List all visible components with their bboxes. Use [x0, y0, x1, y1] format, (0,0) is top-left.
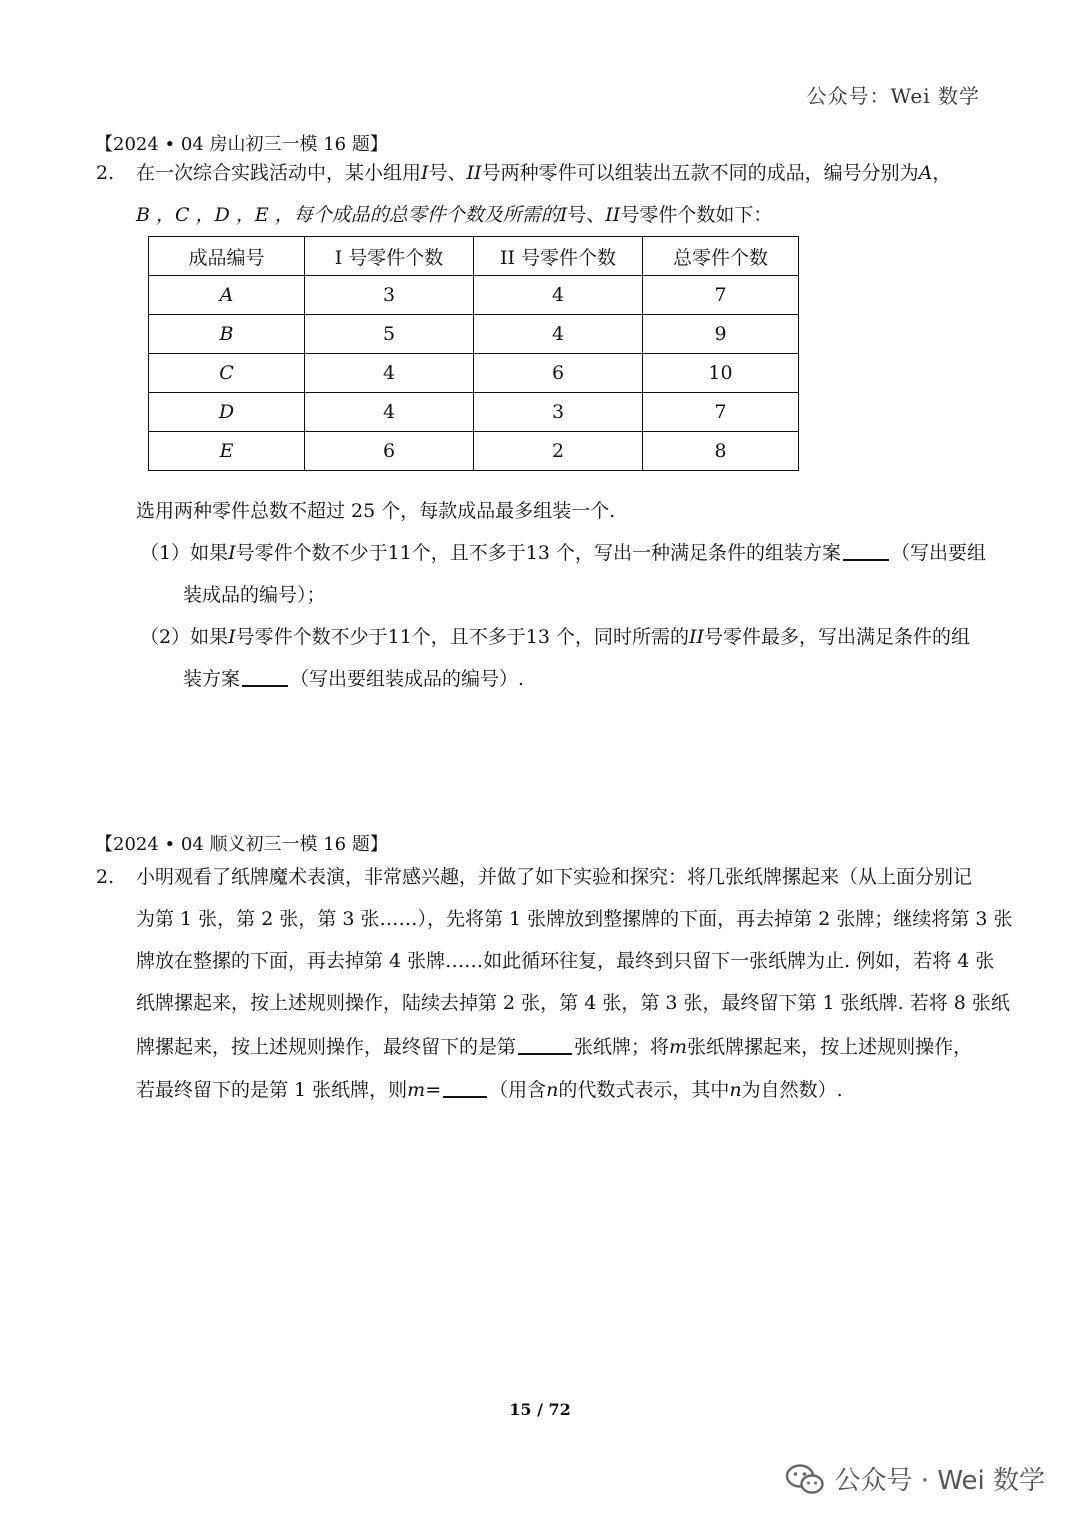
table-header: II 号零件个数 — [474, 237, 643, 276]
parts-table — [148, 236, 799, 471]
table-header: 成品编号 — [149, 237, 305, 276]
watermark-text: 公众号 · Wei 数学 — [834, 1466, 1045, 1496]
table-cell: 3 — [305, 276, 474, 315]
table-header: 总零件个数 — [643, 237, 799, 276]
table-cell: B — [149, 315, 305, 354]
table-cell: 2 — [474, 432, 643, 471]
answer-blank[interactable] — [843, 541, 889, 561]
table-cell: 7 — [643, 276, 799, 315]
table-header: I 号零件个数 — [305, 237, 474, 276]
table-row — [149, 393, 799, 432]
page-header: 公众号：Wei 数学 — [806, 84, 980, 108]
q2-line3: 牌放在整摞的下面，再去掉第 4 张牌……如此循环往复，最终到只留下一张纸牌为止. 例如，若将 4 张 — [136, 950, 995, 972]
table-header-row — [149, 237, 799, 276]
answer-blank[interactable] — [242, 667, 288, 687]
table-cell: 7 — [643, 393, 799, 432]
q2-line4: 纸牌摞起来，按上述规则操作，陆续去掉第 2 张，第 4 张，第 3 张，最终留下第 1 张纸牌. 若将 8 张纸 — [136, 992, 1010, 1014]
wechat-icon — [785, 1463, 825, 1495]
table-cell: A — [149, 276, 305, 315]
table-row — [149, 315, 799, 354]
q2-number: 2. — [96, 866, 115, 888]
q1-part1-line2: 装成品的编号）； — [183, 584, 326, 606]
q1-condition: 选用两种零件总数不超过 25 个，每款成品最多组装一个. — [136, 500, 616, 522]
q1-part2-line2: 装方案 （写出要组装成品的编号）. — [183, 668, 525, 690]
table-row — [149, 276, 799, 315]
q2-source: 【2024 • 04 顺义初三一模 16 题】 — [95, 834, 388, 855]
table-cell: 4 — [305, 393, 474, 432]
q2-line2: 为第 1 张，第 2 张，第 3 张……），先将第 1 张牌放到整摞牌的下面，再去掉第 2 张牌；继续将第 3 张 — [136, 908, 1013, 930]
table-cell: 10 — [643, 354, 799, 393]
q1-part1-line1: （1）如果I号零件个数不少于11个，且不多于13 个，写出一种满足条件的组装方案 （写出要组 — [140, 542, 987, 564]
table-cell: C — [149, 354, 305, 393]
answer-blank[interactable] — [443, 1078, 487, 1098]
table-row — [149, 432, 799, 471]
q1-part2-line1: （2）如果I号零件个数不少于11个，且不多于13 个，同时所需的II号零件最多，写出满足条件的组 — [140, 626, 971, 648]
table-cell: 9 — [643, 315, 799, 354]
q2-line6: 若最终留下的是第 1 张纸牌，则m= （用含n的代数式表示，其中n为自然数）. — [136, 1079, 843, 1101]
q1-stem-line1: 在一次综合实践活动中，某小组用I号、II号两种零件可以组装出五款不同的成品，编号分别为A， — [136, 162, 952, 184]
page-number: 15 / 72 — [509, 1400, 571, 1419]
watermark — [785, 1460, 1045, 1497]
q1-stem-line2: B ，C ，D ，E ，每个成品的总零件个数及所需的I号、II号零件个数如下： — [136, 204, 773, 226]
q2-line5: 牌摞起来，按上述规则操作，最终留下的是第 张纸牌；将m张纸牌摞起来，按上述规则操作， — [136, 1036, 973, 1058]
table-cell: E — [149, 432, 305, 471]
table-cell: 3 — [474, 393, 643, 432]
table-cell: 6 — [474, 354, 643, 393]
table-cell: D — [149, 393, 305, 432]
table-cell: 4 — [305, 354, 474, 393]
table-row — [149, 354, 799, 393]
table-cell: 8 — [643, 432, 799, 471]
answer-blank[interactable] — [518, 1035, 572, 1055]
q1-number: 2. — [96, 162, 115, 184]
q2-line1: 小明观看了纸牌魔术表演，非常感兴趣，并做了如下实验和探究：将几张纸牌摞起来（从上面分别记 — [136, 866, 973, 888]
table-cell: 4 — [474, 315, 643, 354]
table-cell: 4 — [474, 276, 643, 315]
table-cell: 6 — [305, 432, 474, 471]
table-cell: 5 — [305, 315, 474, 354]
q1-source: 【2024 • 04 房山初三一模 16 题】 — [95, 134, 388, 155]
